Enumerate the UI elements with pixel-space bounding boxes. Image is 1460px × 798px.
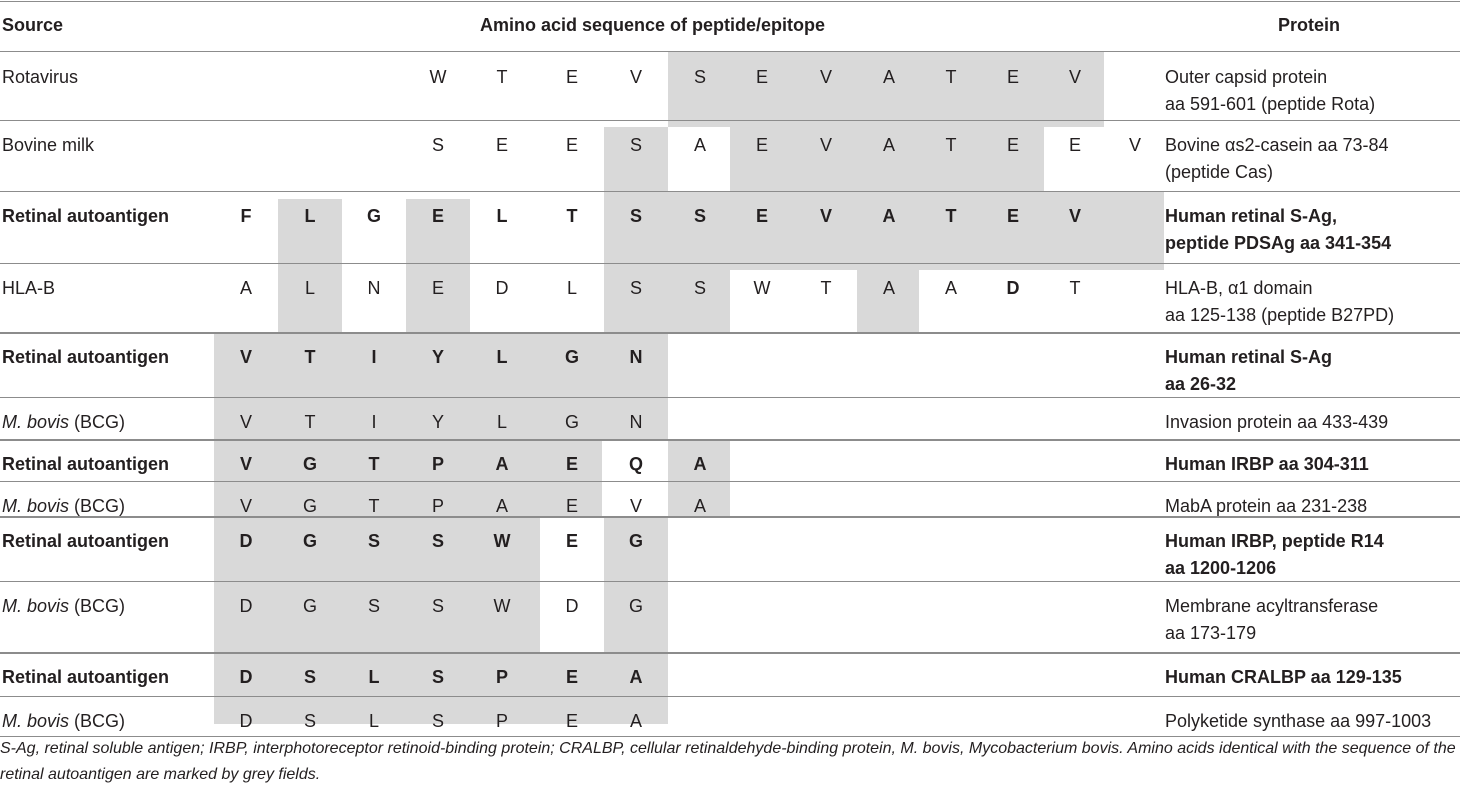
amino-acid-cell: V [819, 206, 832, 226]
header-protein: Protein [1278, 15, 1341, 35]
amino-acid-cell: S [629, 206, 642, 226]
amino-acid-cell: G [366, 206, 381, 226]
protein-cell [1165, 275, 1394, 329]
table-rule [0, 439, 1460, 441]
amino-acid-cell: A [693, 135, 706, 155]
amino-acid-cell: A [882, 206, 896, 226]
amino-acid-cell: G [564, 347, 579, 367]
amino-acid-cell: L [304, 278, 315, 298]
protein-line: Outer capsid protein [1165, 67, 1328, 87]
header-sequence: Amino acid sequence of peptide/epitope [480, 15, 826, 35]
source-cell: HLA-B [2, 278, 56, 298]
source-cell [2, 593, 125, 620]
amino-acid-cell: T [496, 67, 508, 87]
amino-acid-cell: W [493, 596, 511, 616]
protein-cell [1165, 593, 1378, 647]
amino-acid-cell: N [629, 347, 643, 367]
amino-acid-cell: E [755, 135, 768, 155]
amino-acid-cell: T [368, 496, 380, 516]
protein-line: (peptide Cas) [1165, 162, 1274, 182]
amino-acid-cell: A [882, 278, 895, 298]
amino-acid-cell: F [240, 206, 252, 226]
amino-acid-cell: E [755, 206, 768, 226]
source-species: M. bovis [2, 711, 70, 731]
protein-cell [1165, 528, 1384, 582]
amino-acid-cell: E [565, 454, 578, 474]
amino-acid-cell: D [495, 278, 509, 298]
table-rule [0, 332, 1460, 334]
amino-acid-cell: L [368, 667, 380, 687]
table-footnote: S-Ag, retinal soluble antigen; IRBP, interphotoreceptor retinoid-binding protein; CRALBP, cellular retinaldehyde-binding protein, M. bovis, Mycobacterium bovis. Amino acids identical with the sequence of the retinal autoantigen are marked by grey fields. [0, 740, 1456, 783]
amino-acid-cell: P [495, 711, 508, 731]
protein-line: Human retinal S-Ag [1165, 347, 1333, 367]
protein-cell [1165, 451, 1369, 478]
amino-acid-cell: V [629, 67, 642, 87]
source-cell: Rotavirus [2, 67, 79, 87]
table-rule [0, 1, 1460, 2]
amino-acid-cell: E [1006, 67, 1019, 87]
source-cell [2, 708, 125, 735]
table-rule [0, 120, 1460, 121]
amino-acid-cell: N [367, 278, 381, 298]
table-rule [0, 191, 1460, 192]
source-cell: Retinal autoantigen [2, 531, 170, 551]
amino-acid-cell: T [566, 206, 578, 226]
protein-line: aa 173-179 [1165, 623, 1257, 643]
amino-acid-cell: Q [628, 454, 643, 474]
amino-acid-cell: E [565, 531, 578, 551]
amino-acid-cell: A [629, 667, 643, 687]
amino-acid-cell: G [564, 412, 579, 432]
amino-acid-cell: G [302, 531, 317, 551]
amino-acid-cell: E [565, 496, 578, 516]
protein-cell [1165, 203, 1391, 257]
amino-acid-cell: V [239, 454, 252, 474]
amino-acid-cell: A [944, 278, 957, 298]
amino-acid-cell: L [496, 206, 508, 226]
amino-acid-cell: A [882, 135, 895, 155]
amino-acid-cell: V [239, 496, 252, 516]
table-rule [0, 481, 1460, 482]
protein-line: HLA-B, α1 domain [1165, 278, 1313, 298]
table-rule [0, 652, 1460, 654]
amino-acid-cell: S [303, 667, 316, 687]
protein-line: Membrane acyltransferase [1165, 596, 1379, 616]
amino-acid-cell: P [495, 667, 508, 687]
amino-acid-cell: S [629, 135, 642, 155]
source-species: M. bovis [2, 412, 70, 432]
amino-acid-cell: S [431, 596, 444, 616]
amino-acid-cell: S [693, 278, 706, 298]
amino-acid-cell: S [303, 711, 316, 731]
amino-acid-cell: D [239, 667, 253, 687]
amino-acid-cell: A [693, 454, 707, 474]
amino-acid-cell: E [431, 278, 444, 298]
protein-line: aa 591-601 (peptide Rota) [1165, 94, 1376, 114]
source-strain: (BCG) [69, 412, 126, 432]
source-species: M. bovis [2, 596, 70, 616]
source-strain: (BCG) [69, 596, 126, 616]
source-cell [2, 409, 125, 436]
amino-acid-cell: T [945, 206, 957, 226]
amino-acid-cell: T [304, 412, 316, 432]
protein-line: aa 1200-1206 [1165, 558, 1277, 578]
amino-acid-cell: T [304, 347, 316, 367]
amino-acid-cell: V [1068, 67, 1081, 87]
amino-acid-cell: T [820, 278, 832, 298]
amino-acid-cell: S [693, 67, 706, 87]
amino-acid-cell: W [493, 531, 511, 551]
amino-acid-cell: A [495, 496, 508, 516]
amino-acid-cell: S [693, 206, 706, 226]
source-species: M. bovis [2, 496, 70, 516]
amino-acid-cell: D [239, 531, 253, 551]
amino-acid-cell: V [239, 347, 252, 367]
amino-acid-cell: G [628, 596, 643, 616]
amino-acid-cell: L [496, 412, 507, 432]
amino-acid-cell: Y [431, 347, 444, 367]
amino-acid-cell: G [628, 531, 643, 551]
protein-cell [1165, 409, 1388, 436]
amino-acid-cell: S [431, 135, 444, 155]
source-cell: Bovine milk [2, 135, 95, 155]
table-rule [0, 696, 1460, 697]
amino-acid-cell: T [945, 67, 957, 87]
protein-line: Human retinal S-Ag, [1165, 206, 1338, 226]
amino-acid-cell: N [629, 412, 643, 432]
amino-acid-cell: L [368, 711, 379, 731]
protein-line: aa 125-138 (peptide B27PD) [1165, 305, 1395, 325]
amino-acid-cell: D [239, 711, 253, 731]
amino-acid-cell: I [371, 412, 377, 432]
amino-acid-cell: V [1128, 135, 1141, 155]
identity-shading [214, 439, 602, 516]
amino-acid-cell: E [565, 135, 578, 155]
source-cell: Retinal autoantigen [2, 667, 170, 687]
protein-line: MabA protein aa 231-238 [1165, 496, 1368, 516]
amino-acid-cell: D [1006, 278, 1020, 298]
amino-acid-cell: V [819, 67, 832, 87]
amino-acid-cell: T [368, 454, 380, 474]
amino-acid-cell: E [1006, 206, 1019, 226]
amino-acid-cell: W [429, 67, 447, 87]
amino-acid-cell: P [431, 454, 444, 474]
amino-acid-cell: S [629, 278, 642, 298]
protein-cell [1165, 493, 1367, 520]
source-strain: (BCG) [69, 496, 126, 516]
protein-line: peptide PDSAg aa 341-354 [1165, 233, 1392, 253]
header-source: Source [2, 15, 64, 35]
amino-acid-cell: T [945, 135, 957, 155]
amino-acid-cell: I [371, 347, 377, 367]
amino-acid-cell: D [565, 596, 579, 616]
protein-cell [1165, 344, 1332, 398]
amino-acid-cell: A [239, 278, 252, 298]
amino-acid-cell: L [496, 347, 508, 367]
source-cell: Retinal autoantigen [2, 206, 170, 226]
amino-acid-cell: T [1069, 278, 1081, 298]
protein-line: Invasion protein aa 433-439 [1165, 412, 1389, 432]
amino-acid-cell: A [495, 454, 509, 474]
amino-acid-cell: V [629, 496, 642, 516]
amino-acid-cell: E [565, 667, 578, 687]
amino-acid-cell: D [239, 596, 253, 616]
amino-acid-cell: A [882, 67, 895, 87]
amino-acid-cell: E [1006, 135, 1019, 155]
amino-acid-cell: L [304, 206, 316, 226]
table-rule [0, 51, 1460, 52]
protein-cell [1165, 664, 1402, 691]
amino-acid-cell: E [565, 711, 578, 731]
protein-line: Human CRALBP aa 129-135 [1165, 667, 1402, 687]
protein-cell [1165, 708, 1431, 735]
amino-acid-cell: S [367, 596, 380, 616]
source-cell: Retinal autoantigen [2, 454, 170, 474]
protein-line: Human IRBP, peptide R14 [1165, 531, 1384, 551]
amino-acid-cell: G [302, 496, 317, 516]
amino-acid-cell: W [753, 278, 771, 298]
amino-acid-cell: V [239, 412, 252, 432]
amino-acid-cell: E [1068, 135, 1081, 155]
amino-acid-cell: A [629, 711, 642, 731]
source-cell [2, 493, 125, 520]
amino-acid-cell: S [431, 531, 444, 551]
protein-line: Bovine αs2-casein aa 73-84 [1165, 135, 1389, 155]
amino-acid-cell: E [431, 206, 444, 226]
amino-acid-cell: E [565, 67, 578, 87]
protein-line: Polyketide synthase aa 997-1003 [1165, 711, 1432, 731]
amino-acid-cell: A [693, 496, 706, 516]
protein-cell [1165, 132, 1389, 186]
amino-acid-cell: S [431, 711, 444, 731]
amino-acid-cell: S [431, 667, 444, 687]
amino-acid-cell: Y [431, 412, 444, 432]
amino-acid-cell: G [302, 596, 317, 616]
protein-line: Human IRBP aa 304-311 [1165, 454, 1369, 474]
protein-line: aa 26-32 [1165, 374, 1237, 394]
protein-cell [1165, 64, 1375, 118]
amino-acid-cell: P [431, 496, 444, 516]
table-rule [0, 263, 1460, 264]
amino-acid-cell: V [819, 135, 832, 155]
amino-acid-cell: L [566, 278, 577, 298]
source-strain: (BCG) [69, 711, 126, 731]
amino-acid-cell: E [495, 135, 508, 155]
amino-acid-cell: S [367, 531, 380, 551]
amino-acid-cell: G [302, 454, 317, 474]
source-cell: Retinal autoantigen [2, 347, 170, 367]
amino-acid-cell: V [1068, 206, 1081, 226]
amino-acid-cell: E [755, 67, 768, 87]
